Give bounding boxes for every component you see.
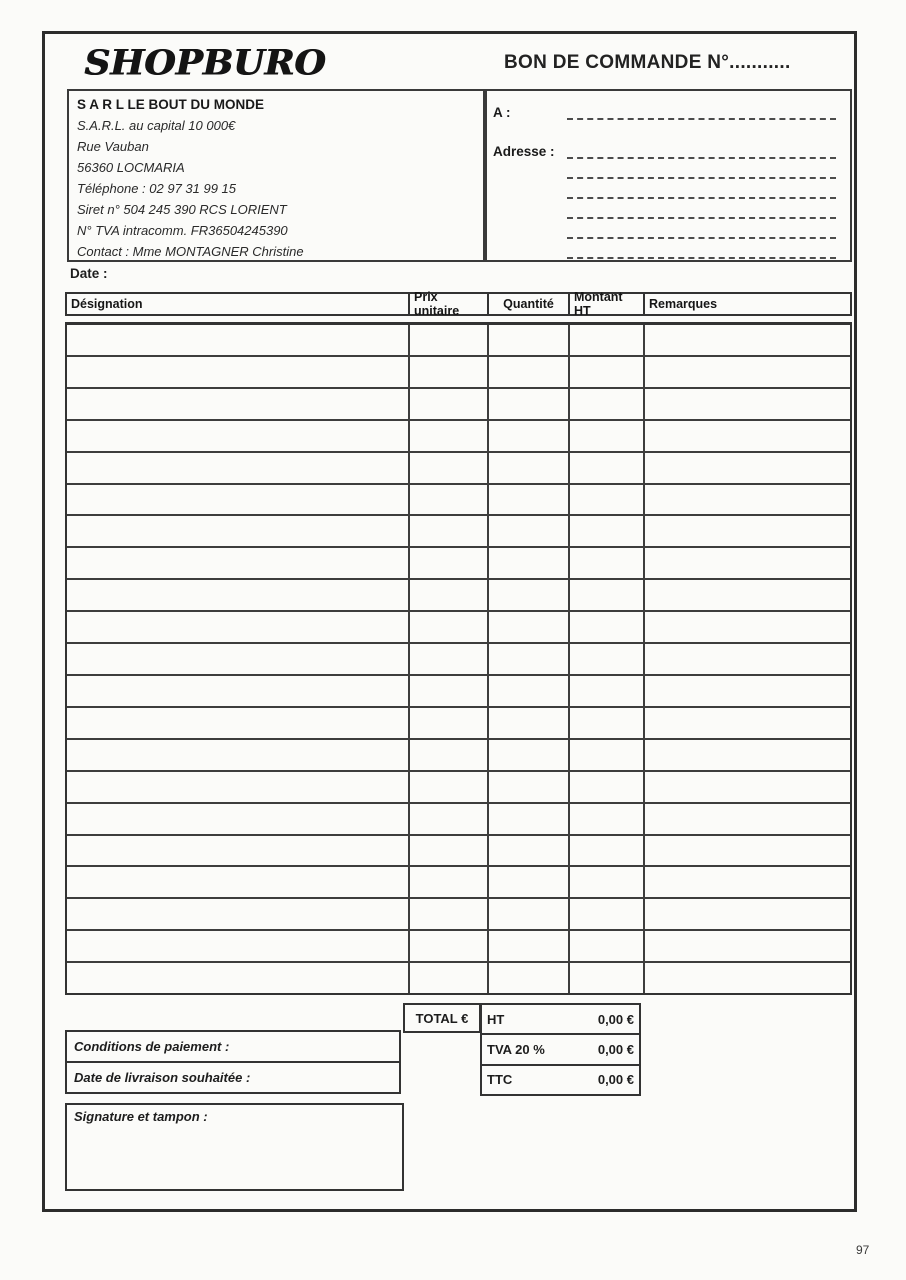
table-cell [67,580,410,610]
company-phone: Téléphone : 02 97 31 99 15 [77,181,237,196]
totals-ttc-value: 0,00 € [597,1072,634,1088]
table-cell [67,516,410,546]
table-cell [645,963,850,993]
table-cell [570,676,645,706]
date-label: Date : [70,266,108,281]
table-cell [67,931,410,961]
recipient-address-blank-line [567,149,836,159]
company-info-box [67,89,485,262]
recipient-to-row [493,105,836,120]
table-cell [570,548,645,578]
table-cell [489,485,570,515]
table-cell [570,516,645,546]
table-cell [489,740,570,770]
table-cell [67,963,410,993]
table-cell [410,867,489,897]
table-cell [645,357,850,387]
table-row [67,804,850,836]
table-cell [570,740,645,770]
table-row [67,516,850,548]
table-cell [570,357,645,387]
table-cell [645,389,850,419]
column-header-designation: Désignation [67,294,410,314]
table-cell [489,931,570,961]
table-cell [570,963,645,993]
table-cell [67,708,410,738]
recipient-to-label: A : [493,105,511,120]
recipient-address-blank-line [567,199,836,219]
table-row [67,357,850,389]
company-capital: S.A.R.L. au capital 10 000€ [77,118,236,133]
table-cell [410,325,489,355]
totals-tva-label: TVA 20 % [487,1041,545,1057]
table-cell [645,867,850,897]
shopburo-logo: SHOPBURO [84,43,326,83]
recipient-address-label: Adresse : [493,144,555,159]
table-cell [67,740,410,770]
table-cell [67,676,410,706]
table-row [67,389,850,421]
table-cell [489,580,570,610]
table-row [67,740,850,772]
table-cell [489,421,570,451]
recipient-address-blank-line [567,179,836,199]
table-cell [67,453,410,483]
totals-ttc-label: TTC [487,1072,513,1088]
table-cell [489,676,570,706]
signature-box [65,1103,404,1191]
table-cell [489,899,570,929]
table-cell [489,357,570,387]
recipient-address-blank-line [567,159,836,179]
table-row [67,836,850,868]
column-header-prix-unitaire: Prix unitaire [410,294,489,314]
table-cell [645,931,850,961]
table-row [67,548,850,580]
table-cell [410,836,489,866]
company-name: S A R L LE BOUT DU MONDE [77,97,265,112]
table-row [67,963,850,993]
table-cell [570,772,645,802]
company-tva: N° TVA intracomm. FR36504245390 [77,223,288,238]
table-cell [410,580,489,610]
table-cell [410,421,489,451]
table-cell [410,516,489,546]
table-cell [410,676,489,706]
recipient-address-row [493,144,836,159]
table-cell [570,931,645,961]
table-cell [410,740,489,770]
table-row [67,453,850,485]
table-row [67,580,850,612]
table-cell [410,963,489,993]
totals-row-ttc [482,1066,639,1094]
table-cell [410,453,489,483]
table-cell [410,644,489,674]
delivery-date-label: Date de livraison souhaitée : [74,1070,251,1085]
table-cell [67,612,410,642]
table-cell [410,931,489,961]
table-cell [645,612,850,642]
table-cell [67,644,410,674]
column-header-remarques: Remarques [649,297,718,311]
table-cell [645,836,850,866]
table-cell [410,772,489,802]
table-cell [570,485,645,515]
table-cell [67,485,410,515]
table-cell [645,325,850,355]
table-cell [489,453,570,483]
table-cell [489,836,570,866]
table-cell [570,899,645,929]
table-cell [489,389,570,419]
table-cell [570,867,645,897]
table-cell [645,708,850,738]
table-cell [645,772,850,802]
company-contact: Contact : Mme MONTAGNER Christine [77,244,304,259]
table-cell [645,804,850,834]
table-row [67,612,850,644]
total-euro-label: TOTAL € [403,1003,481,1033]
table-cell [67,389,410,419]
table-row [67,772,850,804]
table-cell [645,516,850,546]
table-cell [570,804,645,834]
table-cell [489,325,570,355]
order-form-title: BON DE COMMANDE N°........... [504,52,791,73]
table-cell [570,644,645,674]
recipient-address-blank-line [567,239,836,259]
table-cell [570,325,645,355]
table-cell [67,548,410,578]
table-cell [67,836,410,866]
recipient-to-blank-line [567,110,836,120]
totals-tva-value: 0,00 € [597,1041,634,1057]
company-siret: Siret n° 504 245 390 RCS LORIENT [77,202,287,217]
table-row [67,708,850,740]
table-cell [645,676,850,706]
table-cell [489,708,570,738]
table-cell [570,453,645,483]
table-cell [489,772,570,802]
table-cell [645,644,850,674]
table-cell [489,644,570,674]
table-cell [410,708,489,738]
table-row [67,867,850,899]
table-cell [489,548,570,578]
totals-ht-label: HT [487,1011,505,1027]
table-cell [489,612,570,642]
table-cell [410,389,489,419]
table-cell [645,453,850,483]
table-row [67,325,850,357]
table-cell [410,548,489,578]
table-cell [67,804,410,834]
payment-conditions-label: Conditions de paiement : [67,1032,399,1063]
table-row [67,676,850,708]
table-row [67,931,850,963]
table-cell [489,516,570,546]
recipient-address-blank-line [567,219,836,239]
table-cell [570,389,645,419]
table-row [67,644,850,676]
signature-label: Signature et tampon : [74,1109,208,1124]
recipient-address-extra-lines [493,159,836,259]
totals-row-tva [482,1035,639,1065]
table-cell [67,899,410,929]
table-cell [410,485,489,515]
table-cell [489,867,570,897]
table-cell [67,325,410,355]
table-cell [67,867,410,897]
table-cell [410,804,489,834]
column-header-quantite: Quantité [489,294,570,314]
table-cell [645,580,850,610]
table-cell [570,708,645,738]
table-row [67,485,850,517]
table-cell [570,612,645,642]
table-cell [645,548,850,578]
table-cell [570,836,645,866]
table-cell [410,899,489,929]
table-cell [67,421,410,451]
table-cell [570,421,645,451]
company-street: Rue Vauban [77,139,149,154]
table-cell [645,485,850,515]
totals-box [480,1003,641,1096]
table-cell [645,899,850,929]
table-cell [489,804,570,834]
table-cell [570,580,645,610]
table-cell [489,963,570,993]
table-cell [67,357,410,387]
table-row [67,421,850,453]
company-city: 56360 LOCMARIA [77,160,185,175]
table-row [67,899,850,931]
conditions-box [65,1030,401,1094]
table-cell [67,772,410,802]
items-table-body [65,322,852,995]
recipient-address-box [485,89,852,262]
page-number: 97 [856,1243,870,1257]
table-cell [645,740,850,770]
table-cell [410,357,489,387]
totals-row-ht [482,1005,639,1035]
table-cell [410,612,489,642]
totals-ht-value: 0,00 € [597,1011,634,1027]
column-header-montant-ht: Montant HT [570,294,645,314]
items-table-header [65,292,852,316]
table-cell [645,421,850,451]
